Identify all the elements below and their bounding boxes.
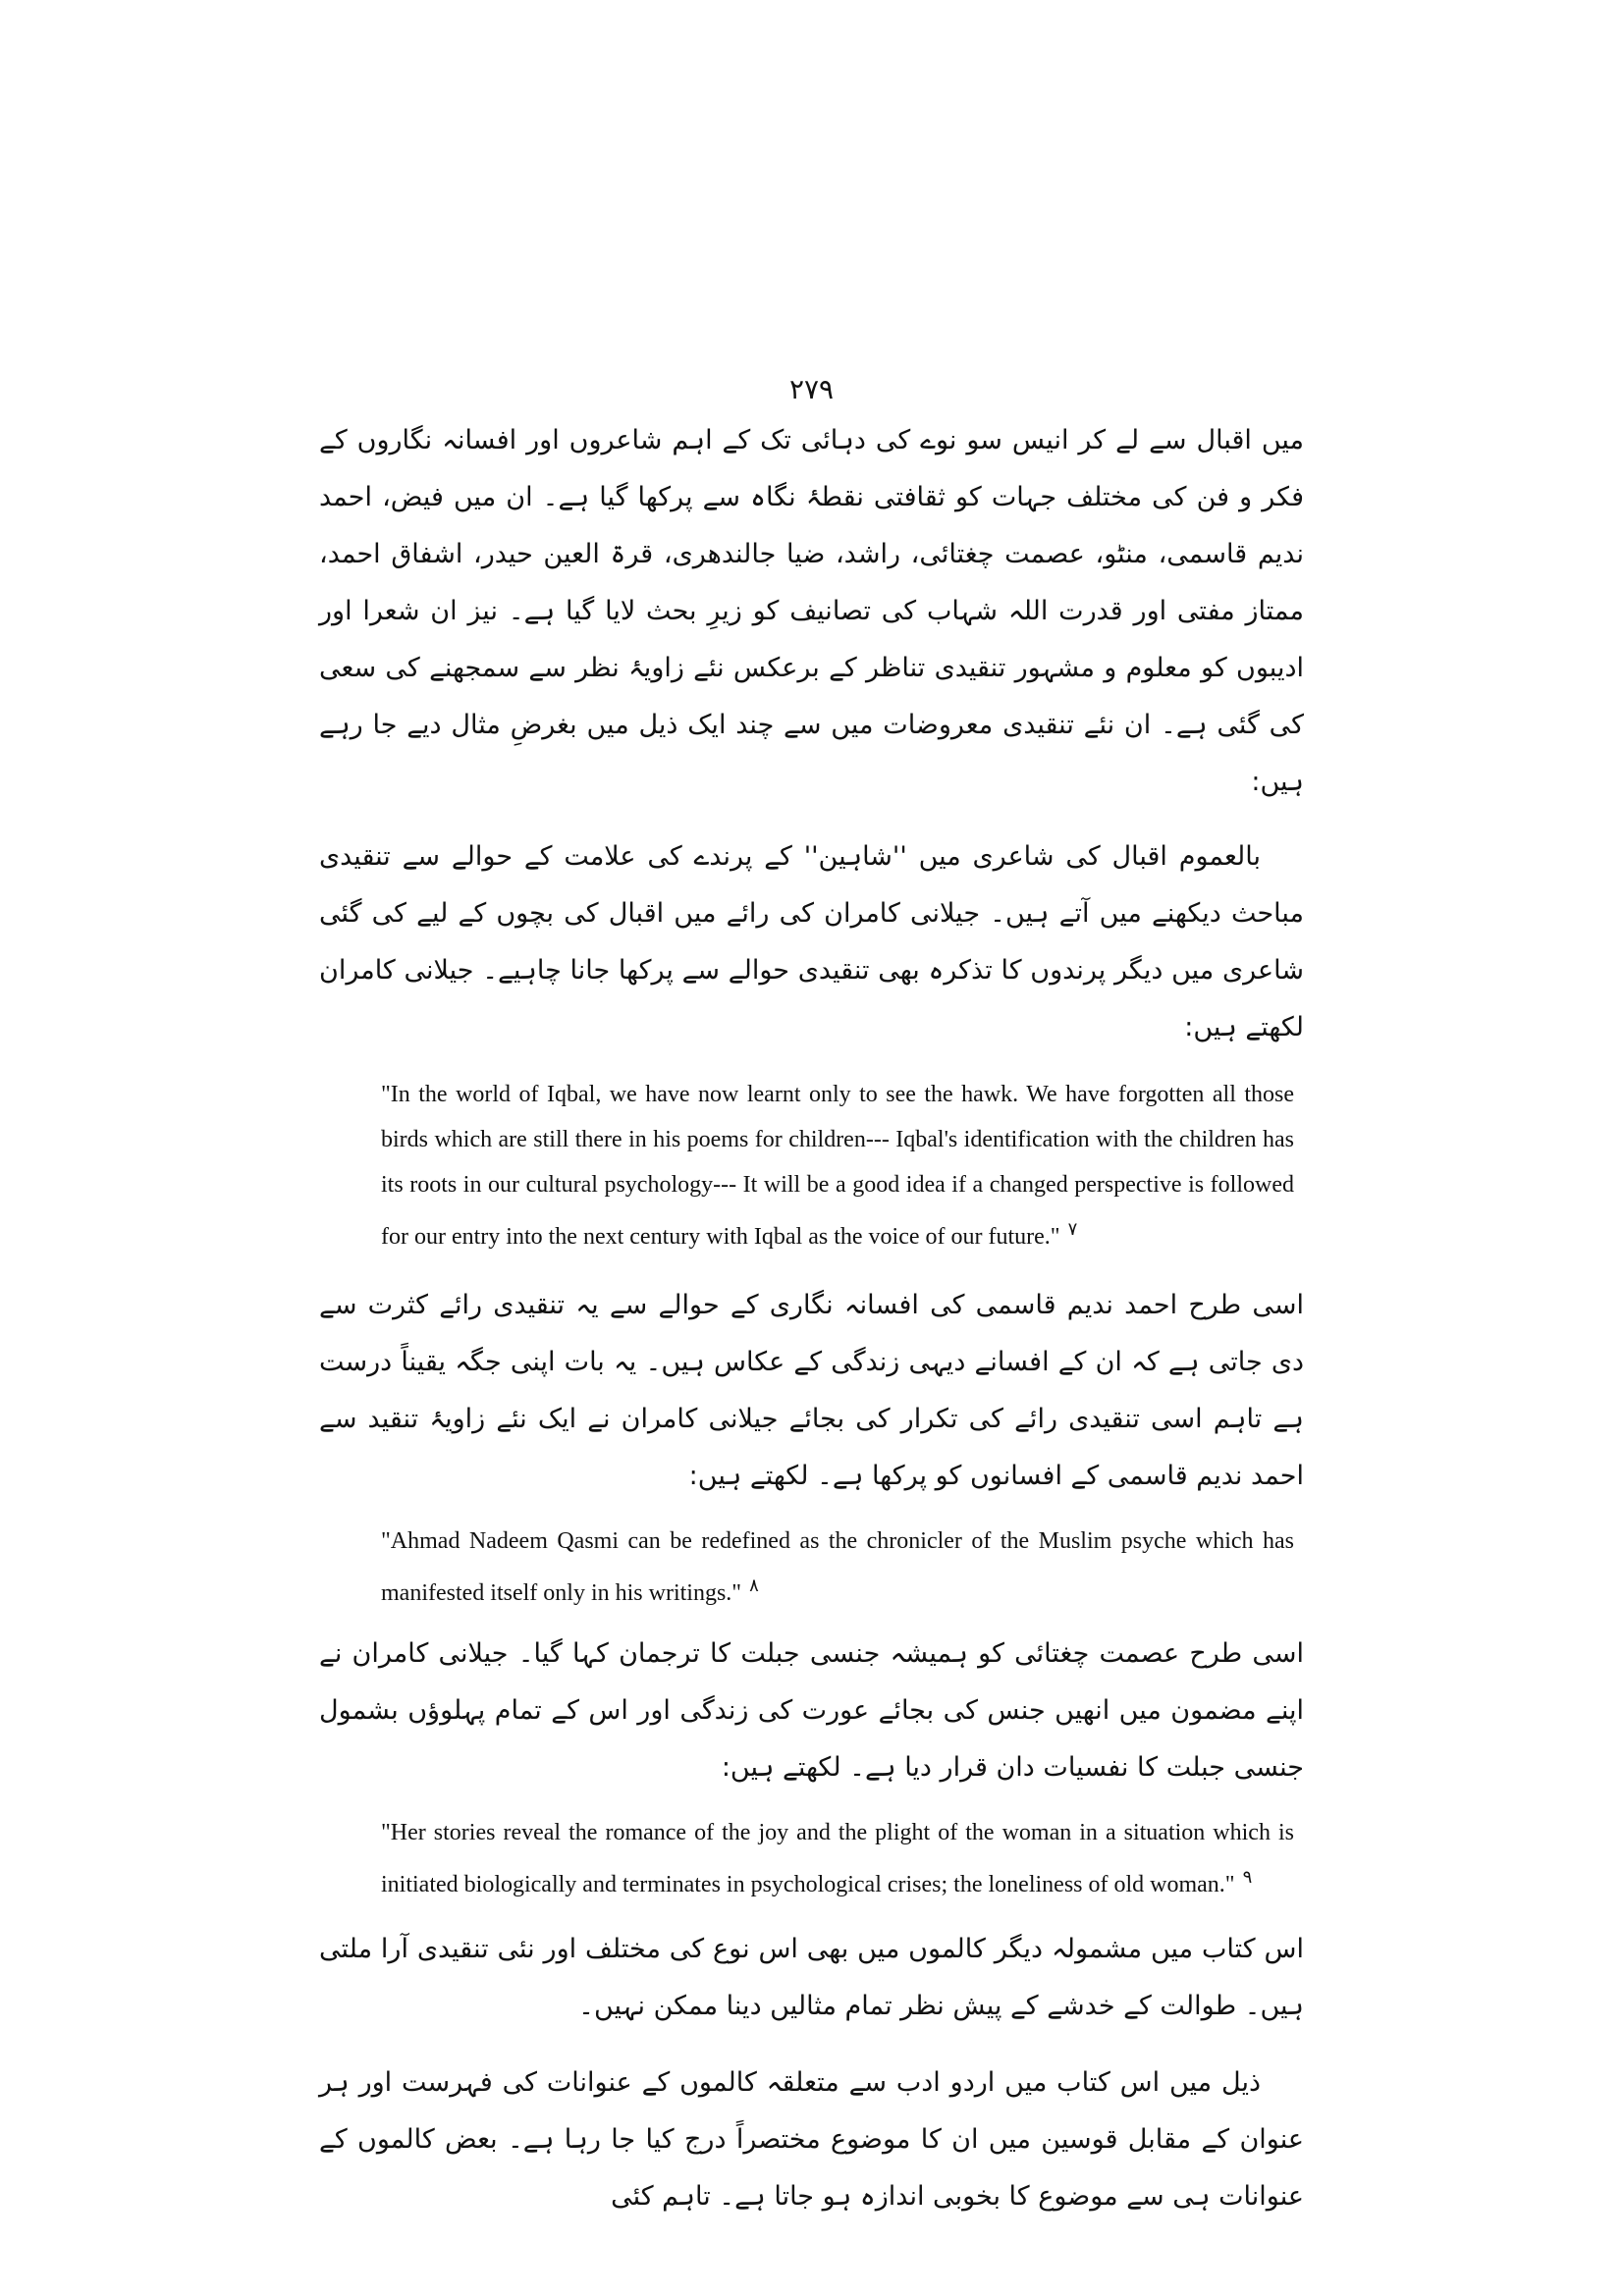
paragraph-qasmi: اسی طرح احمد ندیم قاسمی کی افسانہ نگاری کے حوالے سے یہ تنقیدی رائے کثرت سے دی جاتی ہے کہ ان کے افسانے دیہی زندگی کے عکاس ہیں۔ یہ بات اپنی جگہ یقیناً درست ہے تاہم اسی تنقیدی رائے کی تکرار کی بجائے جیلانی کامران نے ایک نئے زاویۂ تنقید سے احمد ندیم قاسمی کے افسانوں کو پرکھا ہے۔ لکھتے ہیں:	[319, 1290, 1304, 1491]
quote-qasmi	[319, 1519, 1304, 1616]
quote-text: "In the world of Iqbal, we have now learnt only to see the hawk. We have forgotten all those birds which are still there in his poems for children--- Iqbal's identification with the children has its roots in our cultural psychology--- It will be a good idea if a changed perspective is followed for our entry into the next century with Iqbal as the voice of our future."	[381, 1082, 1294, 1250]
paragraph-iqbal: بالعموم اقبال کی شاعری میں ''شاہین'' کے پرندے کی علامت کے حوالے سے تنقیدی مباحث دیکھنے میں آتے ہیں۔ جیلانی کامران کی رائے میں اقبال کی بچوں کے لیے کی گئی شاعری میں دیگر پرندوں کا تذکرہ بھی تنقیدی حوالے سے پرکھا جانا چاہیے۔ جیلانی کامران لکھتے ہیں:	[319, 841, 1304, 1042]
paragraph-chughtai: اسی طرح عصمت چغتائی کو ہمیشہ جنسی جبلت کا ترجمان کہا گیا۔ جیلانی کامران نے اپنے مضمون میں انھیں جنس کی بجائے عورت کی زندگی اور اس کے تمام پہلوؤں بشمول جنسی جبلت کا نفسیات دان قرار دیا ہے۔ لکھتے ہیں:	[319, 1638, 1304, 1783]
page-number: ۲۷۹	[788, 373, 835, 405]
footnote-marker: ۷	[1067, 1219, 1078, 1240]
quote-text: "Ahmad Nadeem Qasmi can be redefined as the chronicler of the Muslim psyche which has manifested itself only in his writings."	[381, 1528, 1294, 1606]
quote-iqbal	[319, 1072, 1304, 1259]
quote-text: "Her stories reveal the romance of the joy and the plight of the woman in a situation which is initiated biologically and terminates in psychological crises; the loneliness of old woman."	[381, 1820, 1294, 1897]
footnote-marker: ۹	[1242, 1867, 1253, 1888]
quote-chughtai	[319, 1810, 1304, 1907]
footnote-marker: ۸	[749, 1575, 759, 1596]
paragraph-intro: میں اقبال سے لے کر انیس سو نوے کی دہائی تک کے اہم شاعروں اور افسانہ نگاروں کے فکر و فن کی مختلف جہات کو ثقافتی نقطۂ نگاہ سے پرکھا گیا ہے۔ ان میں فیض، احمد ندیم قاسمی، منٹو، عصمت چغتائی، راشد، ضیا جالندھری، قرۃ العین حیدر، اشفاق احمد، ممتاز مفتی اور قدرت اللہ شہاب کی تصانیف کو زیرِ بحث لایا گیا ہے۔ نیز ان شعرا اور ادیبوں کو معلوم و مشہور تنقیدی تناظر کے برعکس نئے زاویۂ نظر سے سمجھنے کی سعی کی گئی ہے۔ ان نئے تنقیدی معروضات میں سے چند ایک ذیل میں بغرضِ مثال دیے جا رہے ہیں:	[319, 425, 1304, 797]
paragraph-column-list: ذیل میں اس کتاب میں اردو ادب سے متعلقہ کالموں کے عنوانات کی فہرست اور ہر عنوان کے مقابل قوسین میں ان کا موضوع مختصراً درج کیا جا رہا ہے۔ بعض کالموں کے عنوانات ہی سے موضوع کا بخوبی اندازہ ہو جاتا ہے۔ تاہم کئی	[319, 2067, 1304, 2212]
page-body	[319, 412, 1304, 2225]
paragraph-other-columns: اس کتاب میں مشمولہ دیگر کالموں میں بھی اس نوع کی مختلف اور نئی تنقیدی آرا ملتی ہیں۔ طوالت کے خدشے کے پیش نظر تمام مثالیں دینا ممکن نہیں۔	[319, 1934, 1304, 2021]
